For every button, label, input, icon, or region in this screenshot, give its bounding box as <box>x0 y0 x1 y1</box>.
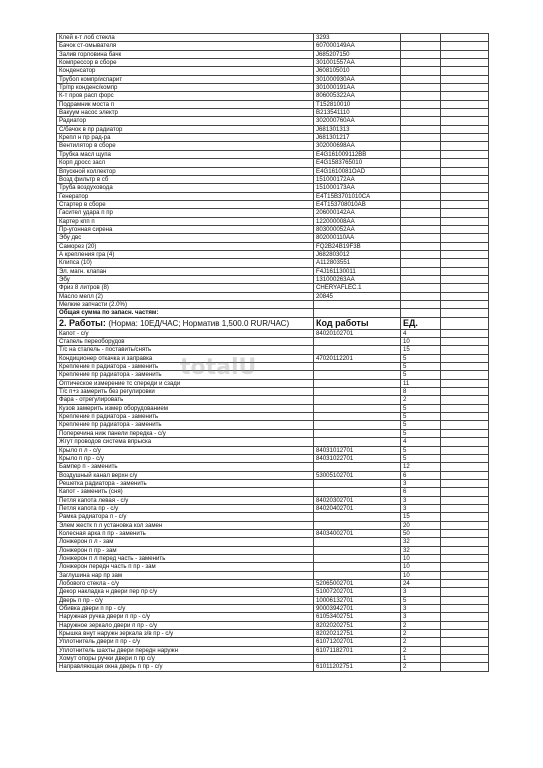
part-code: 803000052AA <box>314 225 401 233</box>
part-name: Эл. магн. клапан <box>57 267 314 275</box>
work-units: 10 <box>401 338 441 346</box>
work-name: Решетка радиатора - заменить <box>57 479 314 487</box>
work-row <box>57 630 489 638</box>
work-name: Обивка двери п пр - с/у <box>57 605 314 613</box>
part-row <box>57 67 489 75</box>
work-name: Бампер п - заменить <box>57 463 314 471</box>
work-name: Крыло п пр - с/у <box>57 454 314 462</box>
part-name: Саморез (20) <box>57 242 314 250</box>
work-row <box>57 338 489 346</box>
work-units: 2 <box>401 630 441 638</box>
part-name: Вакуум насос электр <box>57 109 314 117</box>
work-row <box>57 488 489 496</box>
work-units: 2 <box>401 646 441 654</box>
work-name: Крепление пр радиатора - заменить <box>57 371 314 379</box>
part-row <box>57 150 489 158</box>
work-name: Лонжерон п л перед часть - заменить <box>57 554 314 562</box>
work-row <box>57 429 489 437</box>
work-code <box>314 438 401 446</box>
part-code: 302000760AA <box>314 117 401 125</box>
work-units: 24 <box>401 580 441 588</box>
work-name: Крышка внут наружн зеркала з/в пр - с/у <box>57 630 314 638</box>
part-code: J682803012 <box>314 250 401 258</box>
part-row <box>57 100 489 108</box>
work-name: Лонжерон п л - зам <box>57 538 314 546</box>
work-code: 82020202751 <box>314 621 401 629</box>
work-units: 5 <box>401 413 441 421</box>
part-row <box>57 167 489 175</box>
parts-section <box>57 34 489 309</box>
work-code: 61011202751 <box>314 663 401 671</box>
work-code <box>314 346 401 354</box>
work-code <box>314 388 401 396</box>
part-code: CHERYAFLEC.1 <box>314 284 401 292</box>
work-code <box>314 655 401 663</box>
part-row <box>57 117 489 125</box>
work-code: 61053402751 <box>314 613 401 621</box>
work-name: Стапель переоборудов <box>57 338 314 346</box>
part-row <box>57 301 489 309</box>
part-code: 131000263AA <box>314 275 401 283</box>
part-name: Клипса (10) <box>57 259 314 267</box>
work-row <box>57 463 489 471</box>
work-code <box>314 521 401 529</box>
work-name: Крепление пр радиатора - заменить <box>57 421 314 429</box>
work-units: 3 <box>401 588 441 596</box>
work-units: 5 <box>401 429 441 437</box>
work-code: 52065002701 <box>314 580 401 588</box>
part-code: FQ2B24B19F3B <box>314 242 401 250</box>
work-name: Наружное зеркало двери п пр - с/у <box>57 621 314 629</box>
parts-total-section <box>57 309 489 329</box>
work-units: 4 <box>401 438 441 446</box>
part-name: Трубоп компр/испарит <box>57 75 314 83</box>
work-units: 32 <box>401 546 441 554</box>
work-name: Крепление п радиатора - заменить <box>57 363 314 371</box>
document <box>56 33 484 672</box>
work-units: 5 <box>401 363 441 371</box>
work-units: 2 <box>401 638 441 646</box>
part-name: Пр-угонная сирена <box>57 225 314 233</box>
work-name: Оптическое измерение тс спереди и сзади <box>57 379 314 387</box>
work-units: 15 <box>401 513 441 521</box>
part-code: 301001557AA <box>314 59 401 67</box>
part-row <box>57 209 489 217</box>
work-name: Уплотнитель шахты двери передн наружн <box>57 646 314 654</box>
work-row <box>57 529 489 537</box>
work-units: 20 <box>401 521 441 529</box>
part-name: Картер кпп п <box>57 217 314 225</box>
part-row <box>57 142 489 150</box>
part-code: 3293 <box>314 34 401 42</box>
work-units: 50 <box>401 529 441 537</box>
work-code <box>314 379 401 387</box>
work-units: 10 <box>401 554 441 562</box>
part-code: E4G1583765010 <box>314 159 401 167</box>
part-row <box>57 259 489 267</box>
work-row <box>57 454 489 462</box>
part-code: B213541110 <box>314 109 401 117</box>
part-row <box>57 59 489 67</box>
part-row <box>57 192 489 200</box>
part-code: 806005322AA <box>314 92 401 100</box>
part-name: Радиатор <box>57 117 314 125</box>
work-units: 3 <box>401 479 441 487</box>
work-code <box>314 479 401 487</box>
work-row <box>57 496 489 504</box>
work-name: Заглушина нар пр зам <box>57 571 314 579</box>
part-name: Вентилятор в сборе <box>57 142 314 150</box>
work-name: Лобового стекла - с/у <box>57 580 314 588</box>
part-row <box>57 75 489 83</box>
work-row <box>57 513 489 521</box>
part-row <box>57 175 489 183</box>
work-code <box>314 463 401 471</box>
work-name: Элем жестк п л установка кол замен <box>57 521 314 529</box>
work-code: 84020402701 <box>314 504 401 512</box>
work-units: 3 <box>401 613 441 621</box>
work-row <box>57 379 489 387</box>
work-units: 2 <box>401 663 441 671</box>
part-row <box>57 225 489 233</box>
work-row <box>57 413 489 421</box>
part-name: Залив горловина бачк <box>57 50 314 58</box>
part-code: J608105010 <box>314 67 401 75</box>
work-name: Фара - отрегулировать <box>57 396 314 404</box>
part-code: E4T153708010AB <box>314 200 401 208</box>
work-row <box>57 404 489 412</box>
work-units: 6 <box>401 488 441 496</box>
work-code <box>314 421 401 429</box>
work-code <box>314 429 401 437</box>
part-row <box>57 84 489 92</box>
work-code: 84031012701 <box>314 446 401 454</box>
part-code: J685207150 <box>314 50 401 58</box>
part-code: T152810010 <box>314 100 401 108</box>
work-name: Т/с на стапель - поставить/снять <box>57 346 314 354</box>
part-code <box>314 301 401 309</box>
work-name: Лонжерон п пр - зам <box>57 546 314 554</box>
work-code <box>314 363 401 371</box>
part-name: Тр/пр конденс/компр <box>57 84 314 92</box>
work-row <box>57 563 489 571</box>
work-row <box>57 438 489 446</box>
work-code: 90003942701 <box>314 605 401 613</box>
part-row <box>57 284 489 292</box>
part-name: Компрессор в сборе <box>57 59 314 67</box>
part-name: К-т пров расп форс <box>57 92 314 100</box>
work-units: 10 <box>401 563 441 571</box>
part-row <box>57 42 489 50</box>
work-name: Воздушный канал верхн с/у <box>57 471 314 479</box>
work-units: 12 <box>401 463 441 471</box>
work-code <box>314 404 401 412</box>
work-units: 5 <box>401 371 441 379</box>
part-row <box>57 292 489 300</box>
work-units: 5 <box>401 596 441 604</box>
part-row <box>57 275 489 283</box>
part-code: A112803551 <box>314 259 401 267</box>
work-units: 5 <box>401 404 441 412</box>
work-row <box>57 571 489 579</box>
work-row <box>57 613 489 621</box>
work-row <box>57 371 489 379</box>
work-units: 5 <box>401 454 441 462</box>
work-row <box>57 396 489 404</box>
estimate-table <box>56 33 489 672</box>
work-row <box>57 346 489 354</box>
part-code: F4J161130011 <box>314 267 401 275</box>
work-code <box>314 513 401 521</box>
work-units: 15 <box>401 346 441 354</box>
work-units: 11 <box>401 379 441 387</box>
work-units: 10 <box>401 571 441 579</box>
work-code: 61071182701 <box>314 646 401 654</box>
part-row <box>57 200 489 208</box>
work-row <box>57 554 489 562</box>
work-name: Жгут проводов система впрыска <box>57 438 314 446</box>
part-code: 151000173AA <box>314 184 401 192</box>
part-row <box>57 234 489 242</box>
work-code: 53005102701 <box>314 471 401 479</box>
work-row <box>57 446 489 454</box>
work-code <box>314 338 401 346</box>
work-code <box>314 571 401 579</box>
works-header-units: ЕД. <box>401 317 441 329</box>
work-row <box>57 388 489 396</box>
part-row <box>57 134 489 142</box>
part-row <box>57 184 489 192</box>
work-name: Наружная ручка двери п пр - с/у <box>57 613 314 621</box>
work-row <box>57 638 489 646</box>
work-code <box>314 488 401 496</box>
work-code <box>314 396 401 404</box>
work-row <box>57 479 489 487</box>
work-row <box>57 663 489 671</box>
work-code: 47020112201 <box>314 354 401 362</box>
works-section <box>57 329 489 671</box>
part-code: 206000142AA <box>314 209 401 217</box>
work-code: 84020302701 <box>314 496 401 504</box>
part-row <box>57 250 489 258</box>
work-name: Т/с п+з замерить без регулировки <box>57 388 314 396</box>
work-row <box>57 588 489 596</box>
work-name: Кондиционер откачка и заправка <box>57 354 314 362</box>
part-code: 122000008AA <box>314 217 401 225</box>
part-code: J681301217 <box>314 134 401 142</box>
part-row <box>57 50 489 58</box>
work-row <box>57 363 489 371</box>
work-units: 5 <box>401 446 441 454</box>
part-name: Подрамник моста п <box>57 100 314 108</box>
work-name: Уплотнитель двери п пр - с/у <box>57 638 314 646</box>
part-row <box>57 92 489 100</box>
work-row <box>57 421 489 429</box>
part-code: E4G161009112BB <box>314 150 401 158</box>
work-units: 3 <box>401 504 441 512</box>
work-name: Дверь п пр - с/у <box>57 596 314 604</box>
part-code: J681301313 <box>314 125 401 133</box>
work-code: 84031022701 <box>314 454 401 462</box>
parts-total-row <box>57 309 489 317</box>
work-units: 3 <box>401 496 441 504</box>
work-name: Кузов замерить измер оборудованием <box>57 404 314 412</box>
work-units: 32 <box>401 538 441 546</box>
works-header-title <box>57 317 314 329</box>
part-name: С/бачок в пр радиатор <box>57 125 314 133</box>
part-name: Трубка масл щупа <box>57 150 314 158</box>
work-units: 5 <box>401 421 441 429</box>
work-row <box>57 621 489 629</box>
work-code <box>314 538 401 546</box>
part-code: 20845 <box>314 292 401 300</box>
work-units: 5 <box>401 354 441 362</box>
part-name: Гасител удара п пр <box>57 209 314 217</box>
work-row <box>57 329 489 337</box>
work-units: 4 <box>401 329 441 337</box>
part-name: Корп дросс засл <box>57 159 314 167</box>
part-code: 302000698AA <box>314 142 401 150</box>
work-row <box>57 354 489 362</box>
work-name: Капот - с/у <box>57 329 314 337</box>
part-name: Стартер в сборе <box>57 200 314 208</box>
part-name: Фриз 8 литров (8) <box>57 284 314 292</box>
work-code: 51007202701 <box>314 588 401 596</box>
work-name: Декор накладка н двери пер пр с/у <box>57 588 314 596</box>
part-name: Труба воздуховода <box>57 184 314 192</box>
work-code: 61071202701 <box>314 638 401 646</box>
work-row <box>57 521 489 529</box>
part-row <box>57 267 489 275</box>
work-units: 3 <box>401 605 441 613</box>
work-code <box>314 371 401 379</box>
part-name: Мелкие запчасти (2.0%) <box>57 301 314 309</box>
part-code: E4G1610081OAD <box>314 167 401 175</box>
works-header-row <box>57 317 489 329</box>
work-code <box>314 563 401 571</box>
work-code <box>314 546 401 554</box>
work-code <box>314 413 401 421</box>
work-row <box>57 471 489 479</box>
work-name: Направляющая окна дверь п пр - с/у <box>57 663 314 671</box>
work-row <box>57 596 489 604</box>
work-units: 8 <box>401 388 441 396</box>
work-row <box>57 504 489 512</box>
work-units: 1 <box>401 655 441 663</box>
work-name: Петля капота пр - с/у <box>57 504 314 512</box>
work-row <box>57 646 489 654</box>
part-name: Конденсатор <box>57 67 314 75</box>
part-name: Генератор <box>57 192 314 200</box>
work-code <box>314 554 401 562</box>
part-name: Эбу <box>57 275 314 283</box>
part-name: Возд фильтр в сб <box>57 175 314 183</box>
works-title: 2. Работы: <box>59 317 106 328</box>
works-norm: (Норма: 10ЕД/ЧАС; Норматив 1,500.0 RUR/ЧАС) <box>108 318 290 328</box>
work-units: 2 <box>401 621 441 629</box>
work-name: Колесная арка п пр - заменить <box>57 529 314 537</box>
part-row <box>57 242 489 250</box>
work-code: 10006132701 <box>314 596 401 604</box>
work-row <box>57 580 489 588</box>
part-row <box>57 159 489 167</box>
work-name: Лонжерон передн часть п пр - зам <box>57 563 314 571</box>
part-name: Масло мелл (2) <box>57 292 314 300</box>
part-code: 151000172AA <box>314 175 401 183</box>
work-name: Рамка радиатора п - с/у <box>57 513 314 521</box>
part-name: Крепл н пр рад-ра <box>57 134 314 142</box>
part-name: Клей к-т лоб стекла <box>57 34 314 42</box>
work-name: Петля капота левая - с/у <box>57 496 314 504</box>
part-row <box>57 109 489 117</box>
watermark-logo: totalU <box>180 355 257 380</box>
work-units: 6 <box>401 471 441 479</box>
part-code: 607000149AA <box>314 42 401 50</box>
work-name: Хомут опоры ручки двери п пр с/у <box>57 655 314 663</box>
part-name: Впускной коллектор <box>57 167 314 175</box>
parts-total-label: Общая сумма по запасн. частям: <box>57 309 314 317</box>
part-code: 301000930AA <box>314 75 401 83</box>
work-row <box>57 655 489 663</box>
work-units: 2 <box>401 396 441 404</box>
work-code: 84034002701 <box>314 529 401 537</box>
work-name: Крыло п л - с/у <box>57 446 314 454</box>
work-row <box>57 546 489 554</box>
work-name: Капот - заменить (сня) <box>57 488 314 496</box>
part-row <box>57 125 489 133</box>
part-row <box>57 217 489 225</box>
work-name: Крепление п радиатора - заменить <box>57 413 314 421</box>
work-code: 84020102701 <box>314 329 401 337</box>
work-name: Поперечина ниж панели передка - с/у <box>57 429 314 437</box>
part-name: Бачок ст-омывателя <box>57 42 314 50</box>
part-name: А крепления гра (4) <box>57 250 314 258</box>
part-row <box>57 34 489 42</box>
part-code: E4T15B3701010CA <box>314 192 401 200</box>
work-row <box>57 538 489 546</box>
part-name: Эбу двс <box>57 234 314 242</box>
part-code: 802000110AA <box>314 234 401 242</box>
work-row <box>57 605 489 613</box>
part-code: 301000191AA <box>314 84 401 92</box>
works-header-code: Код работы <box>314 317 401 329</box>
work-code: 82020212751 <box>314 630 401 638</box>
